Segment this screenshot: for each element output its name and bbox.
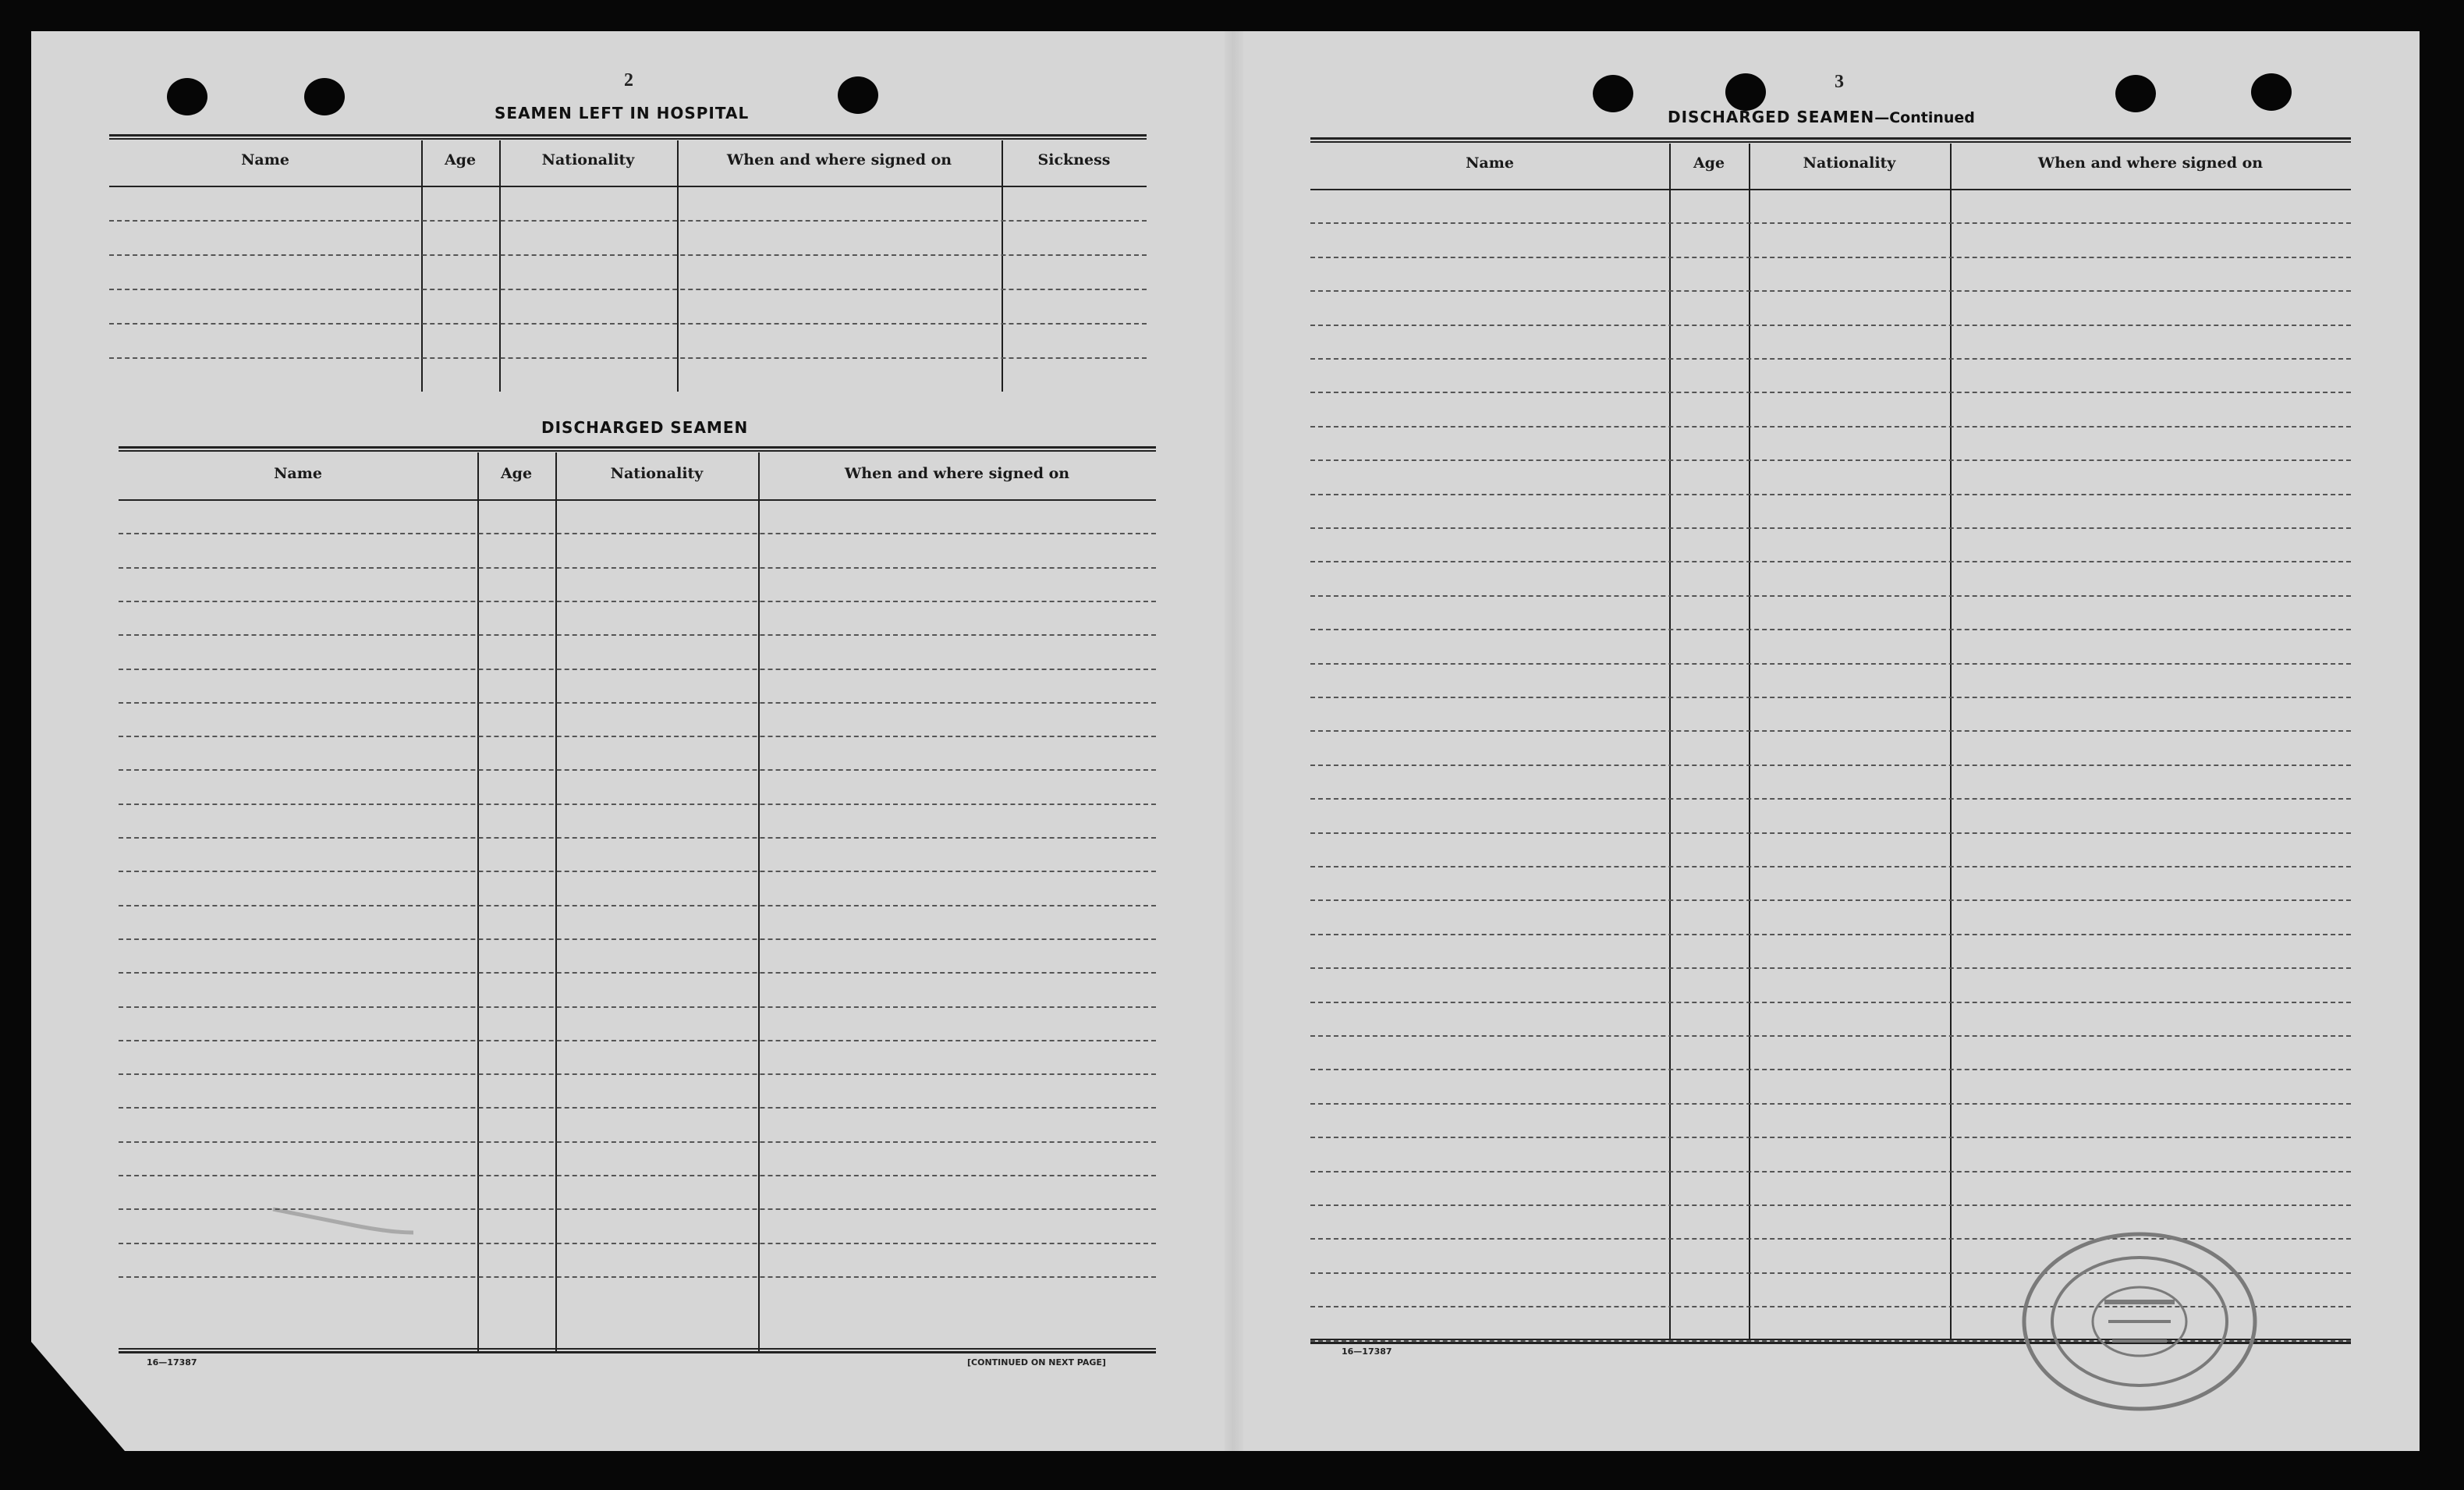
column-header-nationality: Nationality [1803,154,1896,172]
section-title-discharged-seamen: DISCHARGED SEAMEN [541,418,749,437]
column-header-when-where-signed-on: When and where signed on [2037,154,2264,172]
punch-hole [1725,73,1766,111]
column-header-when-where-signed-on: When and where signed on [726,151,952,169]
table-row-rule [1310,392,2351,393]
table-row-rule [1310,1171,2351,1172]
table-row-rule [119,938,1156,940]
table-row-rule [1310,1002,2351,1003]
table-row-rule [119,871,1156,872]
punch-hole [1593,75,1633,112]
table-row-rule [109,323,1147,325]
discharged-table-right [1310,137,2351,1345]
table-row-rule [119,804,1156,805]
table-row-rule [1310,899,2351,901]
table-row-rule [1310,1035,2351,1037]
table-row-rule [1310,1137,2351,1138]
punch-hole [167,78,207,115]
table-row-rule [119,1243,1156,1244]
continued-note: [CONTINUED ON NEXT PAGE] [967,1357,1106,1368]
column-header-age: Age [444,151,477,169]
punch-hole [304,78,345,115]
title-suffix: —Continued [1874,109,1975,126]
column-header-nationality: Nationality [610,465,704,482]
table-row-rule [1310,595,2351,597]
table-row-rule [119,634,1156,636]
table-row-rule [1310,561,2351,562]
table-row-rule [1310,663,2351,665]
discharged-table-left [119,446,1156,1357]
table-row-rule [119,1208,1156,1210]
table-row-rule [1310,934,2351,935]
column-header-name: Name [1466,154,1514,172]
circular-date-stamp [2019,1228,2260,1415]
table-row-rule [1310,629,2351,630]
table-row-rule [109,357,1147,359]
column-header-name: Name [241,151,289,169]
table-row-rule [1310,527,2351,529]
table-row-rule [1310,1103,2351,1105]
table-row-rule [1310,967,2351,969]
page-number: 3 [1835,72,1844,92]
table-row-rule [1310,798,2351,800]
table-row-rule [119,1175,1156,1176]
table-row-rule [1310,730,2351,732]
column-header-name: Name [274,465,322,482]
table-row-rule [1310,358,2351,360]
table-row-rule [1310,325,2351,326]
punch-hole [2115,75,2156,112]
hospital-table [109,134,1147,396]
table-row-rule [119,669,1156,670]
table-row-rule [119,1073,1156,1075]
table-row-rule [119,1040,1156,1041]
column-header-nationality: Nationality [541,151,635,169]
table-row-rule [1310,1069,2351,1070]
table-row-rule [119,702,1156,704]
table-row-rule [119,533,1156,534]
table-row-rule [1310,459,2351,461]
column-header-age: Age [1693,154,1725,172]
table-row-rule [1310,832,2351,834]
page-number: 2 [624,70,633,90]
table-row-rule [119,736,1156,737]
table-row-rule [109,220,1147,222]
table-row-rule [119,601,1156,602]
table-row-rule [119,905,1156,906]
page-fold [1225,31,1243,1451]
section-title-discharged-seamen-continued [1668,108,1975,126]
table-row-rule [119,1107,1156,1109]
table-row-rule [119,972,1156,974]
form-number: 16—17387 [147,1357,197,1368]
table-row-rule [119,769,1156,771]
form-number: 16—17387 [1342,1346,1392,1357]
table-row-rule [119,1006,1156,1008]
table-row-rule [119,1276,1156,1278]
table-row-rule [119,1141,1156,1143]
table-row-rule [1310,222,2351,224]
section-title-seamen-left-in-hospital: SEAMEN LEFT IN HOSPITAL [495,104,750,122]
table-row-rule [1310,866,2351,867]
title-main: DISCHARGED SEAMEN [1668,108,1875,126]
column-header-when-where-signed-on: When and where signed on [844,465,1070,482]
table-row-rule [1310,1204,2351,1206]
table-row-rule [1310,426,2351,427]
table-row-rule [1310,765,2351,766]
table-row-rule [119,837,1156,839]
table-row-rule [109,254,1147,256]
table-row-rule [1310,494,2351,495]
table-row-rule [119,567,1156,569]
column-header-age: Age [500,465,533,482]
table-row-rule [109,289,1147,290]
punch-hole [2251,73,2292,111]
table-row-rule [1310,697,2351,698]
column-header-sickness: Sickness [1037,151,1111,169]
table-row-rule [1310,257,2351,258]
table-row-rule [1310,290,2351,292]
punch-hole [838,76,878,114]
